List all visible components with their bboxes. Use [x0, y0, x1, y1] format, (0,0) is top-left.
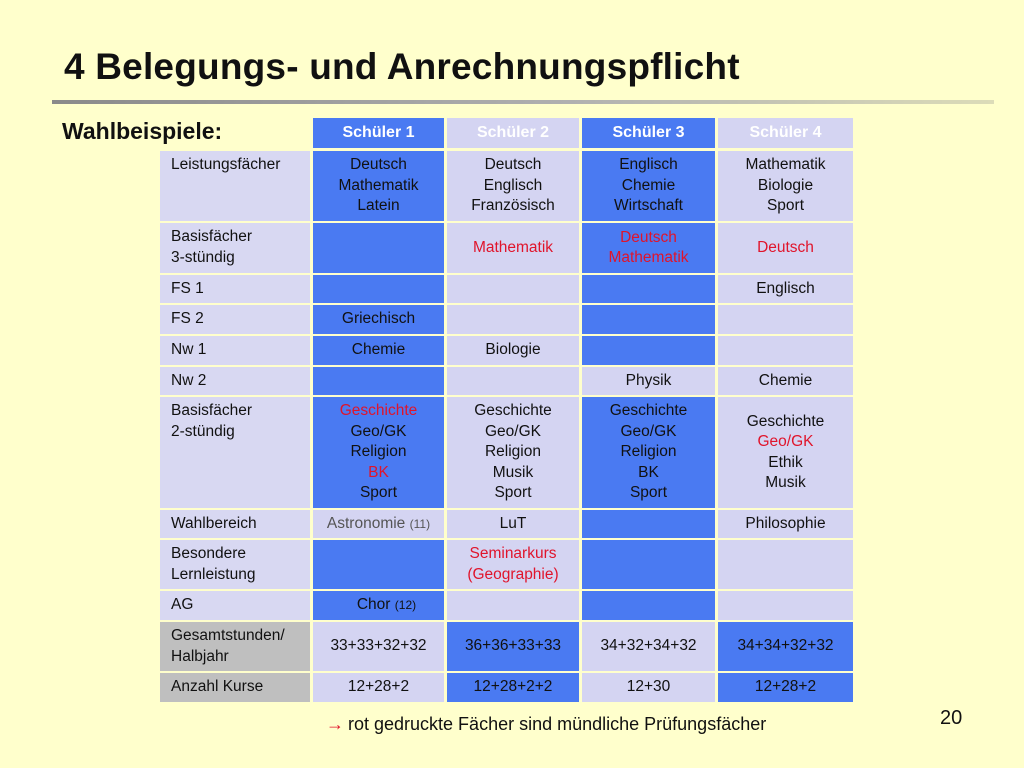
- cell-student-2: [447, 223, 579, 273]
- cell-student-1: [313, 510, 444, 538]
- cell-student-3: [582, 275, 715, 303]
- header-student-4: [718, 118, 853, 148]
- cell-student-2: [447, 397, 579, 508]
- cell-line: Deutsch: [757, 238, 814, 256]
- cell-line: Anzahl Kurse: [171, 678, 264, 696]
- cell-line: Mathematik: [338, 176, 419, 194]
- row-label: [160, 673, 310, 702]
- cell-student-2: [447, 336, 579, 365]
- cell-line: 12+28+2+2: [473, 678, 553, 696]
- section-subtitle: Wahlbeispiele:: [62, 118, 223, 144]
- cell-student-3: [582, 591, 715, 620]
- cell-student-4: [718, 673, 853, 702]
- cell-line: Schüler 2: [476, 123, 550, 141]
- cell-line: Mathematik: [608, 249, 689, 266]
- cell-student-1: [313, 591, 444, 620]
- row-label: [160, 622, 310, 671]
- cell-student-2: [447, 510, 579, 538]
- cell-line: Griechisch: [341, 310, 416, 328]
- cell-line: (11): [409, 516, 431, 531]
- cell-student-1: [313, 305, 444, 334]
- cell-student-1: [313, 540, 444, 589]
- row-label: [160, 540, 310, 589]
- cell-student-4: [718, 223, 853, 273]
- cell-line: Seminarkurs: [469, 545, 557, 562]
- cell-student-3: [582, 397, 715, 508]
- cell-line: FS 1: [171, 280, 204, 297]
- cell-student-3: [582, 540, 715, 589]
- cell-line: Physik: [625, 371, 672, 389]
- cell-line: Latein: [357, 197, 400, 215]
- cell-student-1: [313, 622, 444, 671]
- cell-line: Schüler 4: [749, 123, 822, 141]
- cell-line: Geo/GK: [757, 433, 814, 450]
- row-label: [160, 510, 310, 538]
- cell-line: 33+33+32+32: [330, 637, 427, 655]
- cell-line: Sport: [629, 484, 668, 502]
- cell-line: Nw 1: [171, 341, 207, 358]
- cell-line: Sport: [359, 484, 398, 502]
- cell-student-2: [447, 540, 579, 589]
- cell-line: Schüler 1: [342, 123, 415, 141]
- cell-line: AG: [171, 596, 194, 613]
- cell-line: 34+32+34+32: [600, 637, 697, 655]
- cell-line: Besondere: [171, 545, 246, 562]
- cell-line: Lernleistung: [171, 565, 256, 583]
- row-label: [160, 223, 310, 273]
- cell-line: Chemie: [351, 341, 406, 359]
- cell-line: Englisch: [619, 156, 678, 174]
- cell-student-4: [718, 151, 853, 221]
- cell-line: Biologie: [485, 341, 541, 359]
- cell-line: Leistungsfächer: [171, 156, 281, 173]
- title-divider: [52, 100, 994, 104]
- cell-line: Sport: [494, 484, 532, 502]
- cell-line: 2-stündig: [171, 422, 235, 440]
- cell-student-1: [313, 151, 444, 221]
- cell-line: Englisch: [483, 176, 543, 194]
- cell-line: FS 2: [171, 310, 204, 327]
- cell-line: Mathematik: [745, 156, 826, 174]
- cell-student-3: [582, 673, 715, 702]
- row-label: [160, 336, 310, 365]
- cell-line: Französisch: [471, 197, 555, 215]
- cell-line: Chemie: [621, 176, 676, 194]
- cell-student-2: [447, 622, 579, 671]
- cell-student-1: [313, 336, 444, 365]
- row-label: [160, 591, 310, 620]
- slide-title: 4 Belegungs- und Anrechnungspflicht: [64, 46, 740, 87]
- cell-line: Wahlbereich: [171, 515, 257, 532]
- cell-line: 12+28+2: [347, 678, 410, 696]
- cell-line: Astronomie: [326, 514, 406, 532]
- cell-line: 34+34+32+32: [737, 637, 834, 655]
- cell-student-4: [718, 510, 853, 538]
- cell-line: Deutsch: [620, 228, 677, 246]
- cell-line: Ethik: [768, 453, 803, 471]
- cell-line: Chor: [356, 596, 391, 614]
- cell-line: Geschichte: [339, 402, 418, 420]
- cell-student-3: [582, 305, 715, 334]
- cell-line: (Geographie): [467, 565, 559, 583]
- cell-line: Englisch: [756, 279, 815, 297]
- cell-student-2: [447, 151, 579, 221]
- row-label: [160, 367, 310, 395]
- arrow-right-icon: →: [326, 714, 344, 734]
- cell-line: Biologie: [757, 176, 814, 194]
- cell-line: Religion: [484, 443, 541, 461]
- cell-student-4: [718, 397, 853, 508]
- cell-student-4: [718, 367, 853, 395]
- cell-student-2: [447, 673, 579, 702]
- cell-line: LuT: [499, 514, 527, 532]
- cell-line: Gesamtstunden/: [171, 627, 285, 644]
- cell-student-4: [718, 336, 853, 365]
- header-student-3: [582, 118, 715, 148]
- cell-line: Geo/GK: [350, 422, 407, 440]
- cell-student-1: [313, 223, 444, 273]
- cell-student-3: [582, 367, 715, 395]
- footnote: [326, 714, 766, 735]
- row-label: [160, 275, 310, 303]
- footnote-text: rot gedruckte Fächer sind mündliche Prüfungsfächer: [348, 714, 767, 734]
- cell-student-4: [718, 591, 853, 620]
- cell-student-1: [313, 367, 444, 395]
- cell-line: Geo/GK: [620, 422, 677, 440]
- cell-line: Musik: [765, 474, 806, 491]
- cell-student-2: [447, 305, 579, 334]
- cell-line: Wirtschaft: [614, 197, 683, 215]
- cell-line: Sport: [766, 197, 805, 215]
- cell-student-4: [718, 622, 853, 671]
- cell-line: [357, 595, 416, 616]
- cell-student-4: [718, 540, 853, 589]
- cell-student-4: [718, 305, 853, 334]
- header-student-1: [313, 118, 444, 148]
- cell-student-3: [582, 223, 715, 273]
- cell-line: Halbjahr: [171, 647, 229, 665]
- cell-student-3: [582, 336, 715, 365]
- cell-student-1: [313, 397, 444, 508]
- cell-line: Basisfächer: [171, 402, 252, 419]
- cell-line: 12+28+2: [754, 678, 817, 696]
- cell-student-1: [313, 275, 444, 303]
- cell-line: Musik: [492, 463, 534, 481]
- cell-student-2: [447, 591, 579, 620]
- cell-student-2: [447, 367, 579, 395]
- cell-line: Schüler 3: [612, 123, 685, 141]
- cell-line: Philosophie: [745, 514, 826, 532]
- row-label: [160, 397, 310, 508]
- cell-line: Religion: [350, 443, 407, 461]
- cell-student-1: [313, 673, 444, 702]
- cell-line: [327, 514, 430, 535]
- cell-student-3: [582, 510, 715, 538]
- header-student-2: [447, 118, 579, 148]
- cell-line: Basisfächer: [171, 228, 252, 245]
- cell-line: Religion: [620, 443, 677, 461]
- row-label: [160, 151, 310, 221]
- cell-line: Geo/GK: [485, 422, 541, 440]
- cell-student-3: [582, 151, 715, 221]
- page-number: 20: [940, 707, 963, 729]
- cell-line: Nw 2: [171, 372, 207, 389]
- cell-line: BK: [638, 463, 659, 481]
- cell-line: Geschichte: [746, 412, 825, 430]
- row-label: [160, 305, 310, 334]
- cell-line: Geschichte: [474, 402, 552, 420]
- cell-student-2: [447, 275, 579, 303]
- cell-student-4: [718, 275, 853, 303]
- cell-line: Chemie: [758, 371, 813, 389]
- cell-line: 36+36+33+33: [464, 637, 562, 655]
- cell-line: Geschichte: [609, 402, 688, 420]
- cell-line: Mathematik: [472, 238, 554, 256]
- cell-line: Deutsch: [350, 156, 407, 174]
- cell-line: 12+30: [626, 678, 671, 696]
- cell-line: Deutsch: [484, 156, 542, 174]
- cell-line: (12): [394, 598, 417, 613]
- cell-student-3: [582, 622, 715, 671]
- cell-line: BK: [368, 463, 389, 481]
- cell-line: 3-stündig: [171, 248, 235, 266]
